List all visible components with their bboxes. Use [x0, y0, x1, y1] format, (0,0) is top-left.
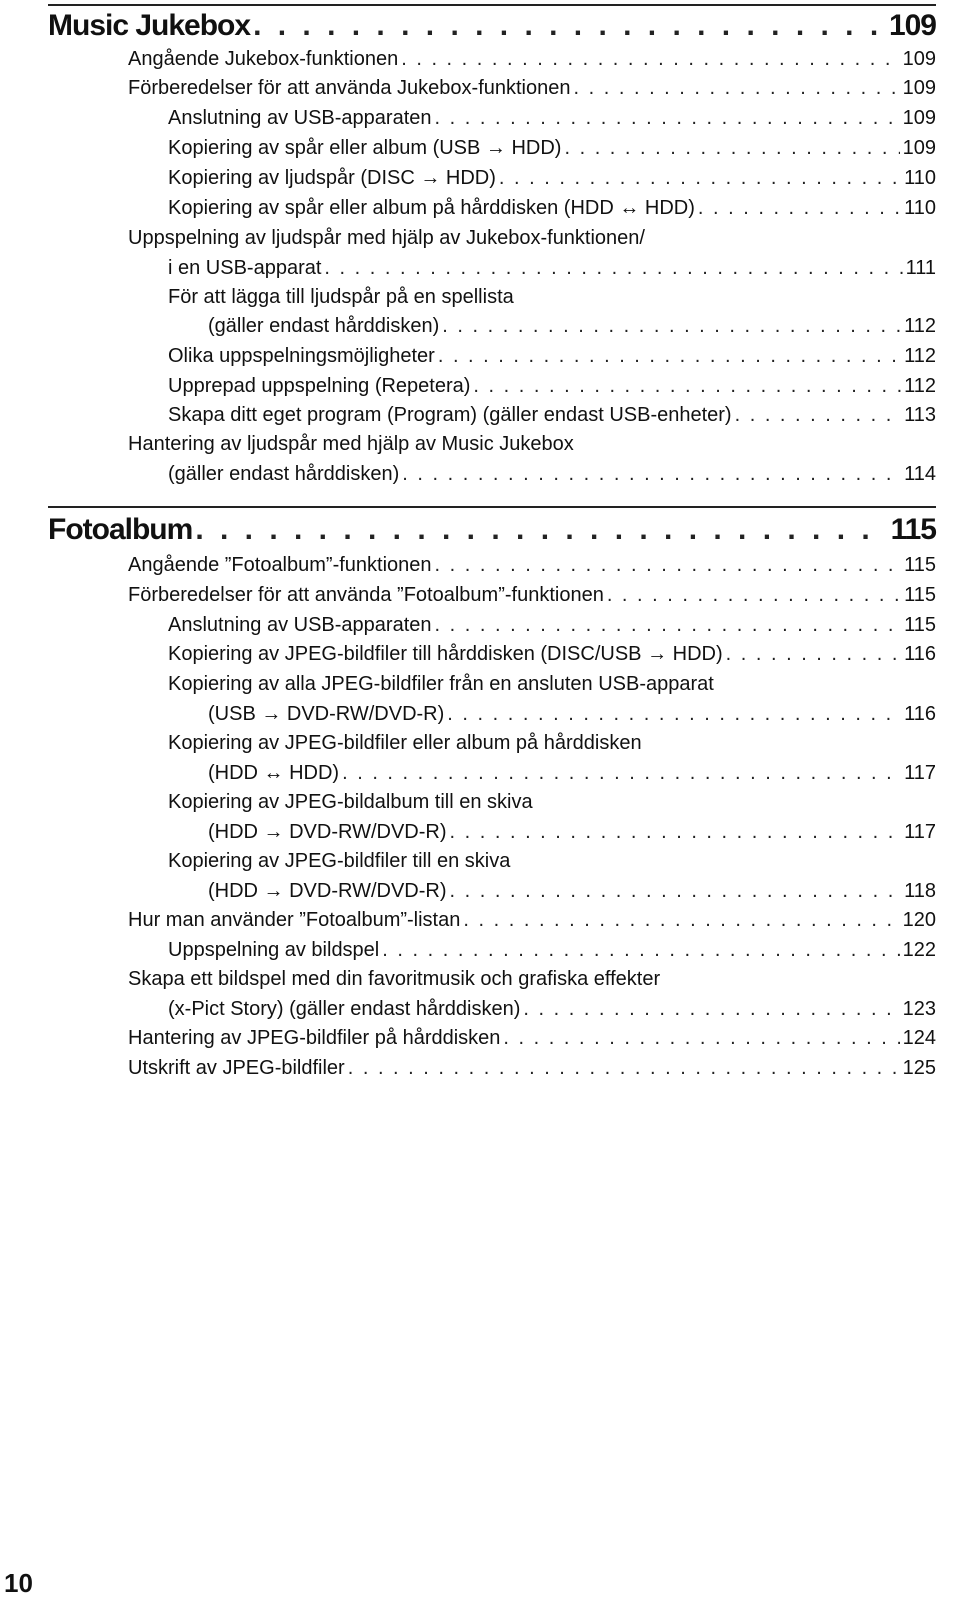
- toc-entry-continuation: (gäller endast hårddisken): [168, 463, 400, 485]
- dot-leader: [435, 104, 900, 133]
- dot-leader: [607, 581, 901, 610]
- toc-entry-text: Uppspelning av bildspel: [168, 939, 380, 961]
- toc-entry[interactable]: [168, 460, 936, 489]
- toc-entry-text: Skapa ditt eget program (Program) (gäller endast USB-enheter): [168, 404, 732, 426]
- toc-entry-page: 111: [905, 257, 936, 279]
- toc-entry-page: 118: [904, 880, 936, 902]
- toc-entry[interactable]: [208, 759, 936, 788]
- toc-entry[interactable]: [168, 372, 936, 401]
- section-rule: [48, 506, 936, 508]
- toc-entry-page: 115: [904, 584, 936, 606]
- dot-leader: [503, 1024, 899, 1053]
- toc-entry-page: 113: [904, 404, 936, 426]
- section-heading-title: Music Jukebox: [48, 9, 251, 42]
- toc-entry-text: Kopiering av ljudspår (DISC → HDD): [168, 167, 496, 189]
- dot-leader: [499, 164, 901, 193]
- toc-entry-page: 117: [904, 762, 936, 784]
- toc-entry-page: 122: [902, 939, 936, 961]
- toc-entry-text: Skapa ett bildspel med din favoritmusik och grafiska effekter: [128, 968, 661, 990]
- dot-leader: [253, 6, 886, 46]
- toc-entry-page: 116: [904, 703, 936, 725]
- dot-leader: [195, 510, 887, 550]
- toc-entry[interactable]: [168, 995, 936, 1024]
- toc-entry[interactable]: [168, 134, 936, 163]
- toc-entry-text: Kopiering av alla JPEG-bildfiler från en ansluten USB-apparat: [168, 673, 714, 695]
- section-heading[interactable]: [48, 510, 936, 550]
- toc-entry-text: Kopiering av JPEG-bildfiler till hårddisken (DISC/USB → HDD): [168, 643, 723, 665]
- toc-entry[interactable]: [168, 104, 936, 133]
- dot-leader: [447, 700, 901, 729]
- toc-entry-continuation: (HDD → DVD-RW/DVD-R): [208, 880, 447, 902]
- toc-entry-continuation: (HDD ↔ HDD): [208, 762, 340, 784]
- dot-leader: [698, 194, 901, 223]
- toc-entry-text: Anslutning av USB-apparaten: [168, 107, 432, 129]
- toc-entry-continuation: (gäller endast hårddisken): [208, 315, 440, 337]
- dot-leader: [463, 906, 899, 935]
- toc-entry-page: 112: [904, 375, 936, 397]
- toc-entry-page: 112: [904, 345, 936, 367]
- toc-entry[interactable]: [208, 700, 936, 729]
- dot-leader: [450, 818, 902, 847]
- toc-entry-page: 120: [902, 909, 936, 931]
- toc-entry-page: 110: [904, 197, 936, 219]
- toc-entry-text: Förberedelser för att använda ”Fotoalbum”-funktionen: [128, 584, 604, 606]
- toc-entry[interactable]: [168, 936, 936, 965]
- toc-entry-text: Kopiering av JPEG-bildfiler eller album på hårddisken: [168, 732, 642, 754]
- toc-entry-text: Hantering av JPEG-bildfiler på hårddisken: [128, 1027, 501, 1049]
- toc-entry-page: 115: [904, 554, 936, 576]
- toc-entry[interactable]: [168, 401, 936, 430]
- toc-entry-page: 125: [902, 1057, 936, 1079]
- toc-entry[interactable]: [208, 818, 936, 847]
- section-heading-title: Fotoalbum: [48, 513, 193, 546]
- toc-entry-page: 112: [904, 315, 936, 337]
- dot-leader: [523, 995, 899, 1024]
- toc-entry-text: Kopiering av spår eller album (USB → HDD): [168, 137, 562, 159]
- toc-entry-page: 110: [904, 167, 936, 189]
- toc-entry-text: Hantering av ljudspår med hjälp av Music Jukebox: [128, 433, 574, 455]
- dot-leader: [342, 759, 901, 788]
- toc-entry[interactable]: [128, 551, 936, 580]
- section-heading-page: 109: [888, 9, 936, 42]
- toc-entry-text: Utskrift av JPEG-bildfiler: [128, 1057, 345, 1079]
- toc-entry-text: Uppspelning av ljudspår med hjälp av Jukebox-funktionen/: [128, 227, 645, 249]
- toc-entry-text: Hur man använder ”Fotoalbum”-listan: [128, 909, 461, 931]
- toc-entry-text: För att lägga till ljudspår på en spellista: [168, 286, 514, 308]
- toc-entry-text: Kopiering av spår eller album på hårddisken (HDD ↔ HDD): [168, 197, 695, 219]
- toc-entry[interactable]: [168, 342, 936, 371]
- toc-entry-continuation: (USB → DVD-RW/DVD-R): [208, 703, 445, 725]
- toc-entry-page: 114: [904, 463, 936, 485]
- section-heading[interactable]: [48, 6, 936, 46]
- toc-entry-text: Förberedelser för att använda Jukebox-funktionen: [128, 77, 571, 99]
- toc-entry-page: 115: [904, 614, 936, 636]
- toc-entry-continuation: (x-Pict Story) (gäller endast hårddisken): [168, 998, 521, 1020]
- toc-entry[interactable]: [128, 906, 936, 935]
- dot-leader: [348, 1054, 900, 1083]
- dot-leader: [574, 74, 900, 103]
- toc-entry-text: Olika uppspelningsmöjligheter: [168, 345, 435, 367]
- toc-entry-continuation: (HDD → DVD-RW/DVD-R): [208, 821, 447, 843]
- toc-entry-page: 109: [902, 137, 936, 159]
- dot-leader: [435, 551, 902, 580]
- dot-leader: [402, 460, 901, 489]
- toc-entry[interactable]: [128, 45, 936, 74]
- toc-entry[interactable]: [128, 1024, 936, 1053]
- toc-entry-page: 109: [902, 77, 936, 99]
- toc-entry[interactable]: [208, 312, 936, 341]
- toc-entry[interactable]: [168, 640, 936, 669]
- dot-leader: [401, 45, 899, 74]
- dot-leader: [735, 401, 902, 430]
- toc-entry[interactable]: [208, 877, 936, 906]
- section-heading-page: 115: [890, 513, 936, 546]
- toc-entry[interactable]: [168, 164, 936, 193]
- toc-entry-page: 116: [904, 643, 936, 665]
- toc-entry-page: 123: [902, 998, 936, 1020]
- dot-leader: [450, 877, 902, 906]
- toc-entry[interactable]: [128, 581, 936, 610]
- dot-leader: [438, 342, 901, 371]
- page-number: 10: [4, 1568, 33, 1598]
- dot-leader: [564, 134, 899, 163]
- toc-entry-page: 109: [902, 107, 936, 129]
- toc-entry-page: 124: [902, 1027, 936, 1049]
- toc-entry[interactable]: [128, 1054, 936, 1083]
- dot-leader: [382, 936, 899, 965]
- toc-entry-text: Upprepad uppspelning (Repetera): [168, 375, 471, 397]
- toc-entry-text: Angående ”Fotoalbum”-funktionen: [128, 554, 432, 576]
- toc-entry-text: Kopiering av JPEG-bildfiler till en skiva: [168, 850, 511, 872]
- dot-leader: [726, 640, 901, 669]
- dot-leader: [442, 312, 901, 341]
- toc-entry[interactable]: [168, 194, 936, 223]
- toc-entry[interactable]: [168, 611, 936, 640]
- toc-entry-page: 117: [904, 821, 936, 843]
- dot-leader: [324, 254, 902, 283]
- toc-entry-text: Anslutning av USB-apparaten: [168, 614, 432, 636]
- toc-entry[interactable]: [128, 74, 936, 103]
- dot-leader: [435, 611, 902, 640]
- dot-leader: [473, 372, 901, 401]
- toc-entry-text: Angående Jukebox-funktionen: [128, 48, 399, 70]
- toc-entry-text: Kopiering av JPEG-bildalbum till en skiva: [168, 791, 533, 813]
- toc-entry-page: 109: [902, 48, 936, 70]
- toc-entry[interactable]: [168, 254, 936, 283]
- toc-entry-continuation: i en USB-apparat: [168, 257, 322, 279]
